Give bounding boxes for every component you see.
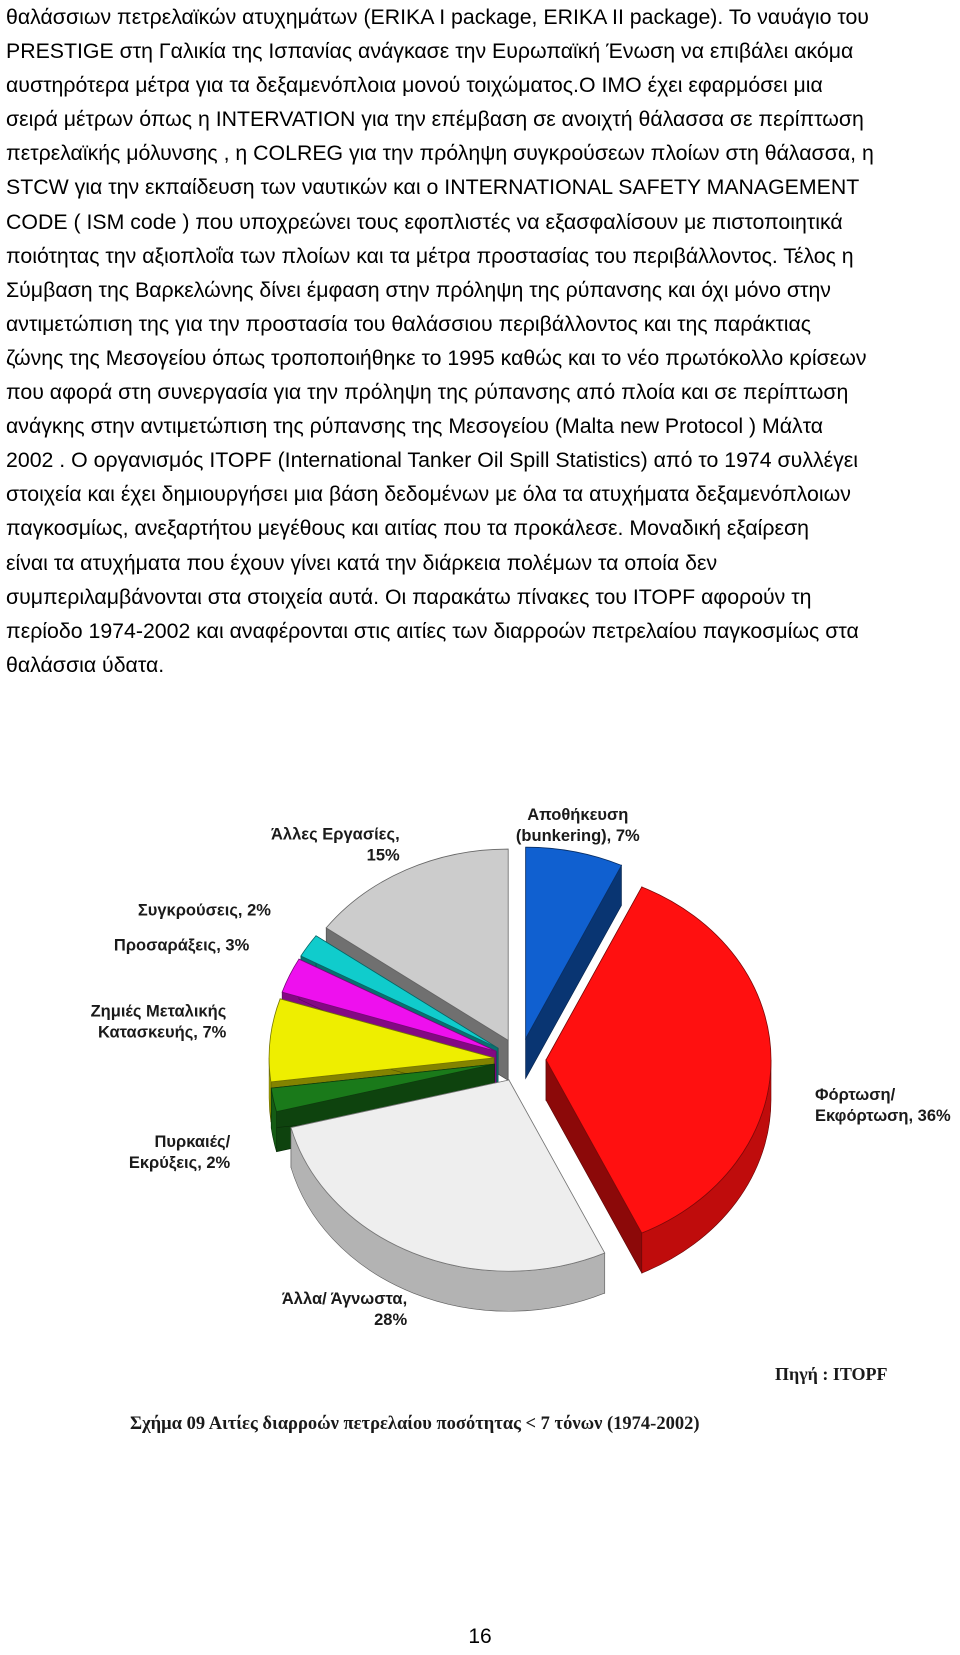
body-paragraph <box>6 0 954 682</box>
text-line: συμπεριλαμβάνονται στα στοιχεία αυτά. Οι παρακάτω πίνακες του ITOPF αφορούν τη <box>6 584 812 609</box>
figure-caption: Σχήμα 09 Αιτίες διαρροών πετρελαίου ποσότητας < 7 τόνων (1974-2002) <box>130 1414 700 1434</box>
text-line: παγκοσμίως, ανεξαρτήτου μεγέθους και αιτίας που τα προκάλεσε. Μοναδική εξαίρεση <box>6 516 809 541</box>
page-number: 16 <box>468 1625 492 1648</box>
text-line: CODE ( ISM code ) που υποχρεώνει τους εφοπλιστές να εξασφαλίσουν με πιστοποιητικά <box>6 209 843 234</box>
text-line: ποιότητας την αξιοπλοΐα των πλοίων και τα μέτρα προστασίας του περιβάλλοντος. Τέλος η <box>6 243 854 268</box>
pie-chart <box>0 760 960 1540</box>
slice-label-line: Ζημιές Μεταλικής <box>90 1002 227 1021</box>
slice-label-line: (bunkering), 7% <box>515 827 640 846</box>
slice-label-line: Φόρτωση/ <box>815 1086 896 1104</box>
slice-label-line: 15% <box>366 846 400 865</box>
slice-label-line: Άλλα/ Άγνωστα, <box>281 1289 408 1308</box>
slice-label-line: Άλλες Εργασίες, <box>271 825 400 844</box>
text-line: στοιχεία και έχει δημιουργήσει μια βάση δεδομένων με όλα τα ατυχήματα δεξαμενόπλοιων <box>6 482 851 507</box>
chart-source: Πηγή : ΙΤΟΡF <box>775 1364 888 1384</box>
slice-label-line: Αποθήκευση <box>527 806 629 825</box>
slice-label-line: Κατασκευής, 7% <box>97 1023 227 1042</box>
text-line: θαλάσσιων πετρελαϊκών ατυχημάτων (ERIKA I package, ERIKA II package). Το ναυάγιο του <box>6 5 869 29</box>
slice-label <box>114 936 250 954</box>
pie-chart-figure <box>0 760 960 1540</box>
text-line: πετρελαϊκής μόλυνσης , η COLREG για την πρόληψη συγκρούσεων πλοίων στη θάλασσα, η <box>6 141 874 166</box>
slice-label <box>91 1002 227 1041</box>
text-line: αυστηρότερα μέτρα για τα δεξαμενόπλοια μονού τοιχώματος.Ο ΙΜΟ έχει εφαρμόσει μια <box>6 73 823 98</box>
slice-label <box>516 806 640 845</box>
text-line: σειρά μέτρων όπως η INTERVATION για την επέμβαση σε ανοιχτή θάλασσα σε περίπτωση <box>6 107 864 132</box>
slice-label <box>129 1133 231 1172</box>
text-line: Σύμβαση της Βαρκελώνης δίνει έμφαση στην πρόληψη της ρύπανσης και όχι μόνο στην <box>6 277 831 302</box>
slice-label <box>282 1290 408 1329</box>
text-line: θαλάσσια ύδατα. <box>6 652 165 677</box>
pie-slices <box>269 847 771 1311</box>
slice-label-line: Προσαράξεις, 3% <box>113 936 250 955</box>
text-line: PRESTIGE στη Γαλικία της Ισπανίας ανάγκασε την Ευρωπαϊκή Ένωση να επιβάλει ακόμα <box>6 39 854 64</box>
slice-label <box>271 825 400 864</box>
slice-label <box>815 1086 951 1125</box>
slice-label-line: 28% <box>374 1310 408 1329</box>
text-line: αντιμετώπιση της για την προστασία του θαλάσσιου περιβάλλοντος και της παράκτιας <box>6 311 812 336</box>
slice-label-line: Εκρύξεις, 2% <box>128 1153 231 1172</box>
text-line: ζώνης της Μεσογείου όπως τροποποιήθηκε το 1995 καθώς και το νέο πρωτόκολλο κρίσεων <box>6 345 867 370</box>
text-line: που αφορά στη συνεργασία για την πρόληψη της ρύπανσης από πλοία και σε περίπτωση <box>6 380 849 405</box>
slice-label-line: Συγκρούσεις, 2% <box>137 901 271 920</box>
text-line: 2002 . Ο οργανισμός ITOPF (International Tanker Oil Spill Statistics) από το 1974 συλλέγει <box>6 448 858 473</box>
text-line: είναι τα ατυχήματα που έχουν γίνει κατά την διάρκεια πολέμων τα οποία δεν <box>6 550 718 575</box>
text-line: STCW για την εκπαίδευση των ναυτικών και ο INTERNATIONAL SAFETY MANAGEMENT <box>6 175 860 200</box>
text-line: περίοδο 1974-2002 και αναφέρονται στις αιτίες των διαρροών πετρελαίου παγκοσμίως στα <box>6 618 859 643</box>
slice-label <box>138 902 271 920</box>
slice-label-line: Εκφόρτωση, 36% <box>815 1107 951 1125</box>
text-line: ανάγκης στην αντιμετώπιση της ρύπανσης της Μεσογείου (Malta new Protocol ) Μάλτα <box>6 414 824 439</box>
slice-label-line: Πυρκαιές/ <box>154 1132 231 1151</box>
